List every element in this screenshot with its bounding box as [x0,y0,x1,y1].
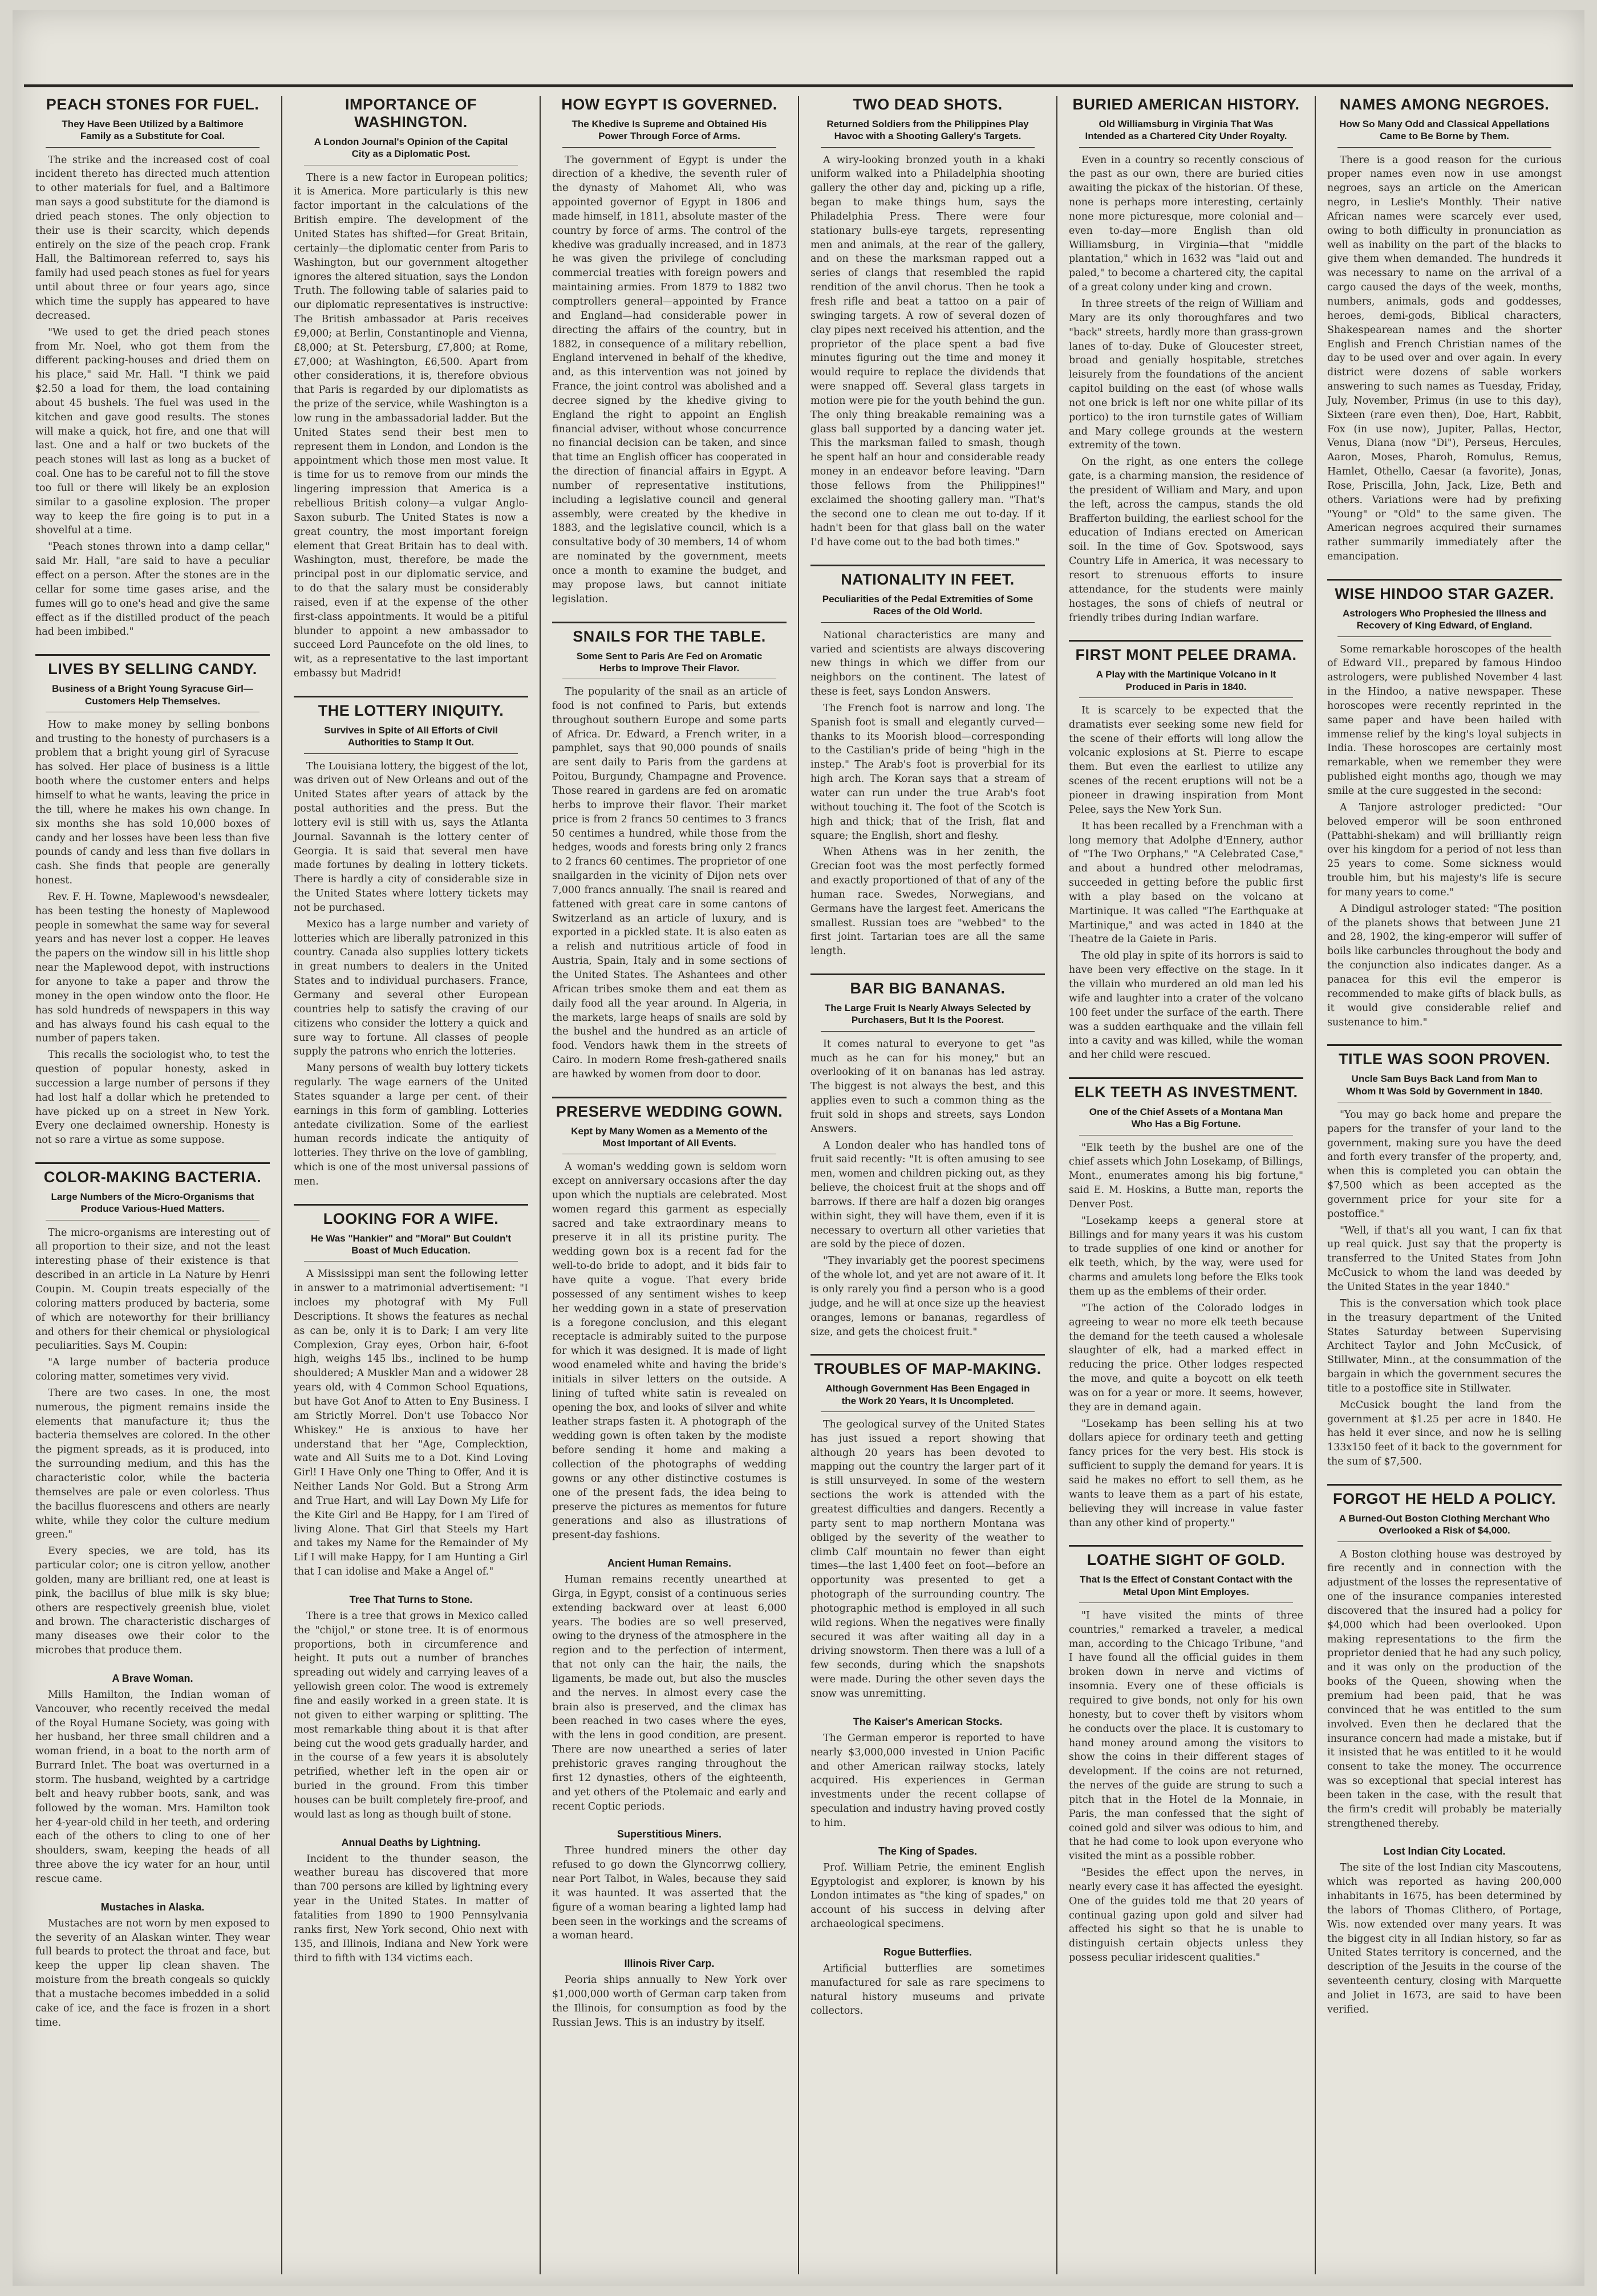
article-paragraph: "Peach stones thrown into a damp cellar," said Mr. Hall, "are said to have a peculiar effect on a person. After the stones are in the cellar for some time gases arise, and the fumes will go to one's head and give the same effect as if the distilled product of the peach had been imbibed." [35,541,270,638]
article [552,1097,787,1543]
article-paragraph: "Losekamp has been selling his at two dollars apiece for ordinary teeth and getting fancy prices for the very best. His stock is sufficient to supply the demand for years. It is said he makes no effort to sell them, as he wants to leave them as a part of his estate, believing they will increase in value faster than any other kind of property." [1069,1418,1303,1529]
article-paragraph: "They invariably get the poorest specimens of the whole lot, and yet are not aware of it. It is only rarely you find a person who is a good judge, and he will at once size up the heaviest oranges, lemons or bananas, regardless of size, and gets the choicest fruit." [810,1255,1045,1338]
article-body [1327,1861,1562,2017]
article-paragraph: Rev. F. H. Towne, Maplewood's newsdealer, has been testing the honesty of Maplewood people in somewhat the same way for several years and has never lost a copper. He leaves the papers on the window sill in his little shop near the Maplewood depot, with instructions for anyone to take a paper and throw the money in the open window onto the floor. He has sold hundreds of newspapers in this way and has always found his cash equal to the number of papers taken. [35,891,270,1045]
article-headline: WISE HINDOO STAR GAZER. [1327,579,1562,603]
column-2 [281,96,540,2274]
article-body [35,1226,270,1658]
article-subhead: Mustaches in Alaska. [100,1901,205,1913]
article-deck: Business of a Bright Young Syracuse Girl—Customers Help Themselves. [46,683,260,712]
article [294,1204,528,1579]
newspaper-page [13,10,1584,2286]
article [35,1673,270,1887]
article-body [552,1844,787,1943]
top-rule [24,84,1573,87]
article [552,96,787,607]
article-subhead: Rogue Butterflies. [883,1946,972,1958]
article-body [1069,1609,1303,1965]
article-body [294,1609,528,1822]
article-paragraph: Even in a country so recently conscious of the past as our own, there are buried cities awaiting the pickax of the historian. Of these, none is perhaps more interesting, certainly none more picturesque, more colonial and—even to-day—more English than old Williamsburg, in Virginia—that "middle plantation," which in 1632 was "laid out and paled," to become a chartered city, the capital of a great colony under king and crown. [1069,154,1303,294]
article [810,1845,1045,1932]
column-5 [1056,96,1315,2274]
article-headline: FORGOT HE HELD A POLICY. [1327,1484,1562,1508]
article-paragraph: "Elk teeth by the bushel are one of the chief assets which John Losekamp, of Billings, Mont., enumerates among his big fortune," said E. M. Hoskins, a Butte man, reports the Denver Post. [1069,1142,1303,1210]
article-paragraph: Some remarkable horoscopes of the health of Edward VII., prepared by famous Hindoo astrologers, were published November 4 last in the Hindoo, a native newspaper. These horoscopes were recently reprinted in the same paper and have been hailed with immense relief by the king's loyal subjects in India. These horoscopes are certainly most remarkable, when we remember they were published eight months ago, though we may smile at the cure suggested in the second: [1327,643,1562,797]
article-subhead: A Brave Woman. [112,1672,193,1684]
article-body [810,1731,1045,1831]
article [294,1594,528,1822]
article-headline: HOW EGYPT IS GOVERNED. [561,96,777,113]
article-paragraph: It has been recalled by a Frenchman with a long memory that Adolphe d'Ennery, author of "The Two Orphans," "A Celebrated Case," and about a hundred other melodramas, succeeded in getting before the public first with a play based on the volcano at Martinique. It was called "The Earthquake at Martinique," and was acted in 1840 at the Theatre de la Gaiete in Paris. [1069,820,1303,946]
article-deck: He Was "Hankier" and "Moral" But Couldn't Boast of Much Education. [304,1232,518,1262]
article [35,1901,270,2030]
column-6 [1315,96,1573,2274]
article-paragraph: McCusick bought the land from the government at $1.25 per acre in 1840. He has held it ever since, and now he is selling 133x150 feet of it back to the government for the sum of $7,500. [1327,1399,1562,1468]
article [1069,1545,1303,1965]
article-paragraph: "Well, if that's all you want, I can fix that up real quick. Just say that the property is transferred to the United States from John McCusick to whom the land was deeded by the United States in the year 1840." [1327,1224,1562,1293]
article [552,1828,787,1943]
article-headline: NATIONALITY IN FEET. [810,565,1045,589]
article-paragraph: Every species, we are told, has its particular color; one is citron yellow, another golden, many are brilliant red, one at least is pink, the bacillus of blue milk is sky blue; others are respectively greenish blue, violet and brown. The characteristic discharges of many diseases owe their color to the microbes that produce them. [35,1545,270,1657]
article-paragraph: The popularity of the snail as an article of food is not confined to Paris, but extends throughout southern Europe and some parts of Africa. Dr. Edward, a French writer, in a pamphlet, says that 90,000 pounds of snails are sent daily to Paris from the gardens at Poitou, Burgundy, Champagne and Provence. Those reared in gardens are fed on aromatic herbs to improve their flavor. Their market price is from 2 francs 50 centimes to 3 francs 50 centimes a hundred, while those from the hedges, woods and forests bring only 2 francs to 2 francs 60 centimes. The proprietor of one snailgarden in the vicinity of Dijon nets over 7,000 francs annually. The snail is reared and fattened with great care in some cantons of Switzerland as an article of luxury, and is exported in a pickled state. It is also eaten as a relish and nutritious article of food in Austria, Spain, Italy and in some sections of the United States. The Ashantees and other African tribes smoke them and eat them as daily food all the year around. In Algeria, in the markets, large heaps of snails are sold by the bushel and the hundred as an article of food. Vendors hawk them in the streets of Cairo. In modern Rome fresh-gathered snails are hawked by women from door to door. [552,686,787,1080]
article [1327,1845,1562,2017]
article [810,96,1045,550]
article-paragraph: A Boston clothing house was destroyed by fire recently and in connection with the adjustment of the losses the representative of one of the insurance companies interested discovered that the insured had a policy for $4,000 which had been overlooked. Upon making representations to the firm the proprietor denied that he had any such policy, and it was only on the production of the books of the Queen, showing when the premium had been paid, that he was convinced that he was entitled to the sum involved. Even then he declared that the insurance concern had made a mistake, but if it insisted that he was entitled to it he would consent to take the money. The occurrence was so exceptional that special interest has been taken in the case, with the result that the firm's credit will probably be materially strengthened thereby. [1327,1548,1562,1830]
article-deck: Uncle Sam Buys Back Land from Man to Whom It Was Sold by Government in 1840. [1337,1073,1551,1102]
article-paragraph: The old play in spite of its horrors is said to have been very effective on the stage. In it the villain who murdered an old man led his wife and laughter into a crater of the volcano 100 feet under the surface of the earth. There was a sudden earthquake and the villain fell into a cavity and was killed, while the woman and her child were rescued. [1069,950,1303,1061]
article-headline: TITLE WAS SOON PROVEN. [1327,1044,1562,1068]
article-deck: Some Sent to Paris Are Fed on Aromatic Herbs to Improve Their Flavor. [562,650,776,680]
article-paragraph: National characteristics are many and varied and scientists are always discovering new things in which we differ from our neighbors on the continent. The latest of these is feet, says London Answers. [810,629,1045,698]
article-deck: That Is the Effect of Constant Contact with the Metal Upon Mint Employes. [1079,1573,1293,1603]
article-paragraph: Human remains recently unearthed at Girga, in Egypt, consist of a continuous series extending backward over at least 6,000 years. The bodies are so well preserved, owing to the dryness of the atmosphere in the region and to the perfection of interment, that not only can the hair, the nails, the ligaments, be made out, but also the muscles and the nerves. In almost every case the brain also is preserved, and the climax has been reached in two cases where the eyes, with the lens in good condition, are present. There are now unearthed a series of later prehistoric graves ranging throughout the first 12 dynasties, others of the eighteenth, and yet others of the Ptolemaic and early and recent Coptic periods. [552,1574,787,1812]
article-deck: One of the Chief Assets of a Montana Man Who Has a Big Fortune. [1079,1106,1293,1135]
article-body [552,1973,787,2030]
article-paragraph: There is a new factor in European politics; it is America. More particularly is this new factor important in the calculations of the British empire. The development of the United States has shifted—for Great Britain, certainly—the diplomatic center from Paris to Washington, but our government altogether ignores the altered situation, says the London Truth. The following table of salaries paid to our diplomatic representatives is instructive: The British ambassador at Paris receives £9,000; at Berlin, Constantinople and Vienna, £8,000; at St. Petersburg, £7,800; at Rome, £7,000; at Washington, £6,500. Apart from other considerations, it is, therefore obvious that Paris is regarded by our diplomatists as the prize of the service, while Washington is a low rung in the ambassadorial ladder. But the United States send their best men to represent them in London, and London is the appointment which those men most value. It is time for us to remove from our minds the lingering impression that America is a rebellious British colony—a vulgar Anglo-Saxon suburb. The United States is now a great country, the most important foreign element that Great Britain has to deal with. Washington, must, therefore, be made the principal post in our diplomatic service, and to do that the salary must be considerably raised, even if at the expense of the other first-class appointments. It would be a pitiful blunder to appoint a new ambassador to succeed Lord Pauncefote on the old lines, to wit, as a representative to the last important embassy but Madrid! [294,172,528,680]
article [1327,96,1562,564]
article-body [35,718,270,1147]
article-body [294,760,528,1189]
article-paragraph: It is scarcely to be expected that the dramatists ever seeking some new field for the scene of their efforts will long allow the volcanic explosions at St. Pierre to escape them. But even the earliest to utilize any scenes of the recent eruptions will not be a pioneer in drawing inspiration from Mont Pelee, says the New York Sun. [1069,704,1303,816]
article-deck: Old Williamsburg in Virginia That Was Intended as a Chartered City Under Royalty. [1079,118,1293,148]
article-paragraph: Many persons of wealth buy lottery tickets regularly. The wage earners of the United States squander a large per cent. of their earnings in this form of gambling. Lotteries antedate civilization. Some of the earliest human records indicate the antiquity of lotteries. They thrive on the love of gambling, which is one of the most universal passions of men. [294,1062,528,1187]
article-paragraph: In three streets of the reign of William and Mary are its only thoroughfares and two "back" streets, hardly more than grass-grown lanes of to-day. Duke of Gloucester street, broad and genially hospitable, stretches leisurely from the foundations of the ancient capitol building on the east (of whose walls not one brick is left nor one white pillar of its portico) to the iron turnstile gates of William and Mary college grounds at the western extremity of the town. [1069,298,1303,452]
article [1327,1484,1562,1831]
article-paragraph: Artificial butterflies are sometimes manufactured for sale as rare specimens to natural history museums and private collectors. [810,1962,1045,2017]
article-body [1327,153,1562,564]
article-paragraph: A wiry-looking bronzed youth in a khaki uniform walked into a Philadelphia shooting gallery the other day and, picking up a rifle, began to make things hum, says the Philadelphia Press. There were four stationary bulls-eye targets, representing men and animals, at the rear of the gallery, and on these the marksman rapped out a series of clangs that resembled the rapid rendition of the anvil chorus. Then he took a fresh rifle and beat a tattoo on a pair of swinging targets. A row of several dozen of clay pipes next received his attention, and the proprietor of the place spent a bad five minutes figuring out the time and money it would require to replace the dividends that were snapped off. Several glass targets in motion were pie for the youth behind the gun. The only thing breakable remaining was a glass ball supported by a dancing water jet. This the marksman failed to smash, though he spent half an hour and considerable ready money in an endeavor before leaving. "Darn those fellows from the Philippines!" exclaimed the shooting gallery man. "That's the second one to clean me out to-day. If it hadn't been for that glass ball on the water I'd have come out to the bad both times." [810,154,1045,549]
article-headline: COLOR-MAKING BACTERIA. [35,1162,270,1186]
article [552,1958,787,2030]
article-headline: BURIED AMERICAN HISTORY. [1072,96,1300,113]
article-paragraph: "Losekamp keeps a general store at Billings and for many years it was his custom to trade supplies of one kind or another for elk teeth, which, by the way, were used for charms and amulets long before the Elks took them up as the emblems of their order. [1069,1215,1303,1298]
article-paragraph: The government of Egypt is under the direction of a khedive, the seventh ruler of the dynasty of Mahomet Ali, who was appointed governor of Egypt in 1806 and made himself, in 1811, absolute master of the country by force of arms. The control of the khedive was gradually increased, and in 1873 he was given the privilege of concluding commercial treaties with foreign powers and maintaining armies. From 1879 to 1882 two comptrollers general—appointed by France and England—had considerable power in directing the affairs of the country, but in 1882, in consequence of a military rebellion, England intervened in behalf of the khedive, and, as this intervention was not joined by France, the joint control was abolished and a decree signed by the khedive giving to England the right to appoint an English financial adviser, without whose concurrence no financial decision can be taken, and since that time an English officer has cooperated in the direction of financial affairs in Egypt. A number of representative institutions, including a legislative council and general assembly, were created by the khedive in 1883, and the legislative council, which is a consultative body of 30 members, 14 of whom are nominated by the government, meets once a month to examine the budget, and may propose laws, but cannot initiate legislation. [552,154,787,605]
article [1069,640,1303,1062]
article-paragraph: The micro-organisms are interesting out of all proportion to their size, and not the least interesting phase of their existence is that described in an article in La Nature by Henri Coupin. M. Coupin treats especially of the coloring matters produced by bacteria, some of which are noteworthy for their brilliancy and others for their chemical or physiological peculiarities. Says M. Coupin: [35,1227,270,1352]
article-paragraph: This is the conversation which took place in the treasury department of the United States Saturday between Supervising Architect Taylor and John McCusick, of Stillwater, Minn., at the consummation of the bargain in which the government secures the title to a postoffice site in Stillwater. [1327,1297,1562,1394]
article-headline: FIRST MONT PELEE DRAMA. [1069,640,1303,664]
article-body [552,153,787,607]
article-headline: IMPORTANCE OF WASHINGTON. [345,96,477,131]
article-headline: LIVES BY SELLING CANDY. [35,654,270,678]
article [810,973,1045,1339]
article-subhead: Superstitious Miners. [617,1828,722,1840]
article-paragraph: There is a good reason for the curious proper names even now in use amongst negroes, says an article on the American negro, in Leslie's Monthly. Their native African names were scarcely ever used, owing to both difficulty in pronunciation as well as inability on the part of the blacks to give them when demanded. The hundreds it was necessary to name on the arrival of a cargo caused the days of the week, months, numbers, animals, gods and goddesses, heroes, demi-gods, Biblical characters, Shakespearean names and the shorter English and French Christian names of the day to be used over and over again. In every district were dozens of sable workers answering to such names as Tuesday, Friday, July, November, Primus (in use to this day), Sixteen (rare even then), Doe, Hart, Rabbit, Fox (in use now), Jupiter, Pallas, Hector, Venus, Diana (now "Di"), Perseus, Hercules, Aaron, Moses, Pharoh, Romulus, Remus, Hamlet, Othello, Caesar (a favorite), Jonas, Rose, Priscilla, John, Jack, Lize, Beth and others. Variations were had by prefixing "Young" or "Old" to the same given. The American negroes acquired their surnames rather summarily immediately after the emancipation. [1327,154,1562,563]
article-headline: ELK TEETH AS INVESTMENT. [1069,1077,1303,1101]
article-paragraph: How to make money by selling bonbons and trusting to the honesty of purchasers is a problem that a bright young girl of Syracuse has solved. Her place of business is a little booth where the customer enters and helps himself to what he wants, leaving the price in the till, where he makes his own change. In six months she has sold 10,000 boxes of candy and her losses have been less than five pounds of candy and less than five dollars in cash. She finds that people are generally honest. [35,719,270,887]
article-paragraph: Peoria ships annually to New York over $1,000,000 worth of German carp taken from the Illinois, for consumption as food by the Russian Jews. This is an industry by itself. [552,1974,787,2029]
article [35,654,270,1147]
article-body [35,1917,270,2030]
article [810,1716,1045,1831]
article-paragraph: The strike and the increased cost of coal incident thereto has directed much attention to other materials for fuel, and a Baltimore man says a good substitute for the diamond is dried peach stones. The only objection to their use is their scarcity, which depends entirely on the size of the peach crop. Frank Hall, the Baltimorean referred to, says his family had used peach stones as fuel for years until about three or four years ago, since which time the supply has appeared to have decreased. [35,154,270,322]
article [552,622,787,1082]
article-body [1069,704,1303,1062]
article-headline: LOATHE SIGHT OF GOLD. [1069,1545,1303,1569]
article-body [810,1418,1045,1701]
article-subhead: Annual Deaths by Lightning. [341,1836,481,1848]
article-paragraph: Three hundred miners the other day refused to go down the Glyncorrwg colliery, near Port Talbot, in Wales, because they said it was haunted. It was asserted that the figure of a woman bearing a lighted lamp had been seen in the workings and the screams of a woman heard. [552,1845,787,1942]
article-paragraph: It comes natural to everyone to get "as much as he can for his money," but an overlooking of it on bananas has led astray. The biggest is not always the best, and this applies even to such a common thing as the fruit sold in shops and streets, says London Answers. [810,1038,1045,1135]
article-paragraph: A Tanjore astrologer predicted: "Our beloved emperor will be soon enthroned (Pattabhi-shekam) and will brilliantly reign over his kingdom for a period of not less than 25 years to come. Some sickness would trouble him, but his majesty's life is secure for many years to come." [1327,801,1562,898]
article-paragraph: The site of the lost Indian city Mascoutens, which was reported as having 200,000 inhabitants in 1675, has been determined by the labors of Thomas Clithero, of Portage, Wis. now extended over many years. It was the biggest city in all Indian history, so far as United States territory is concerned, and the description of the Jesuits in the course of the seventeenth century, closing with Marquette and Joliet in 1673, are said to have been verified. [1327,1862,1562,2015]
article-body [1069,1141,1303,1531]
article [810,565,1045,959]
article-paragraph: "I have visited the mints of three countries," remarked a traveler, a medical man, according to the Chicago Tribune, "and I have found all the official guides in them broken down in nerve and victims of insomnia. Every one of these officials is required to give bonds, not only for his own honesty, but to cover theft by visitors whom he conducts over the place. It is customary to hand money around among the visitors to show the coins in their different stages of development. If the coins are not returned, the nerves of the guide are strung to such a pitch that in the Hotel de la Monnaie, in Paris, the man confessed that the sight of coined gold and silver was odious to him, and that he had come to look upon everyone who visited the mint as a possible robber. [1069,1609,1303,1863]
article-body [810,1037,1045,1340]
article-body [1327,643,1562,1030]
article-headline: SNAILS FOR THE TABLE. [552,622,787,646]
article-paragraph: This recalls the sociologist who, to test the question of popular honesty, asked in succession a large number of persons if they had lost half a dollar which he pretended to have picked up on a street in New York. Every one declaimed ownership. Honesty is not so rare a virtue as some suppose. [35,1049,270,1146]
article-paragraph: There is a tree that grows in Mexico called the "chijol," or stone tree. It is of enormous proportions, both in circumference and height. It puts out a number of branches spreading out widely and carrying leaves of a yellowish green color. The wood is extremely fine and easily worked in a green state. It is not given to either warping or splitting. The most remarkable thing about it is that after being cut the wood gets gradually harder, and in the course of a few years it is absolutely petrified, whether left in the open air or buried in the ground. From this timber houses can be built completely fire-proof, and would last as long as though built of stone. [294,1610,528,1820]
article-body [810,153,1045,550]
article-subhead: Illinois River Carp. [624,1958,715,1970]
column-3 [540,96,798,2274]
article [294,96,528,681]
article-paragraph: On the right, as one enters the college gate, is a charming mansion, the residence of the president of William and Mary, and upon the left, across the campus, stands the old Brafferton building, the earliest school for the education of Indians erected on American soil. In the time of Gov. Spotswood, says Country Life in America, it was necessary to resort to strenuous efforts to insure attendance, for the students were mainly hostages, the sons of chiefs of neutral or friendly tribes during Indian warfare. [1069,456,1303,624]
article-headline: PRESERVE WEDDING GOWN. [552,1097,787,1121]
article-deck: The Large Fruit Is Nearly Always Selected by Purchasers, But It Is the Poorest. [821,1002,1035,1032]
article-paragraph: The French foot is narrow and long. The Spanish foot is small and elegantly curved—thanks to its Moorish blood—corresponding to the Castilian's pride of being "high in the instep." The Arab's foot is proverbial for its high arch. The Koran says that a stream of water can run under the true Arab's foot without touching it. The foot of the Scotch is high and thick; that of the Irish, flat and square; the English, short and fleshy. [810,702,1045,842]
article-paragraph: There are two cases. In one, the most numerous, the pigment remains inside the elements that manufacture it; thus the bacteria themselves are colored. In the other the pigment spreads, as it is produced, into the surrounding medium, and this has the characteristic color, while the bacteria themselves are pale or even colorless. Thus the bacillus fluorescens and others are nearly white, while they color the culture medium green." [35,1387,270,1541]
article-deck: They Have Been Utilized by a Baltimore Family as a Substitute for Coal. [46,118,260,148]
article-deck: A Play with the Martinique Volcano in It Produced in Paris in 1840. [1079,668,1293,698]
columns [24,96,1573,2274]
article-paragraph: Mustaches are not worn by men exposed to the severity of an Alaskan winter. They wear full beards to protect the throat and face, but keep the upper lip clean shaven. The moisture from the breath congeals so quickly that a mustache becomes imbedded in a solid cake of ice, and the face is frozen in a short time. [35,1917,270,2029]
article-paragraph: "We used to get the dried peach stones from Mr. Noel, who got them from the different packing-houses and dried them on his place," said Mr. Hall. "I think we paid $2.50 a load for them, the load containing about 45 bushels. The fuel was used in the kitchen and gave good results. The stones will make a quick, hot fire, and one that will last. One and a half or two buckets of the peach stones will last as long as a bucket of coal. One has to be careful not to fill the stove too full or there will likely be an explosion similar to a gasoline explosion. The proper way to keep the fire going is to put in a shovelful at a time. [35,326,270,537]
article-body [810,628,1045,959]
article-deck: How So Many Odd and Classical Appellations Came to Be Borne by Them. [1337,118,1551,148]
article [1327,1044,1562,1469]
article-body [294,1852,528,1966]
article-deck: Peculiarities of the Pedal Extremities of Some Races of the Old World. [821,593,1035,623]
article [35,1162,270,1658]
article-paragraph: Mexico has a large number and variety of lotteries which are liberally patronized in this country. Canada also supplies lottery tickets in great numbers to dealers in the United States and to individual purchasers. France, Germany and several other European countries help to satisfy the craving of our citizens who consider the lottery a quick and sure way to fortune. All classes of people supply the patrons who enrich the lotteries. [294,918,528,1058]
article-paragraph: A London dealer who has handled tons of fruit said recently: "It is often amusing to see men, women and children picking out, as they believe, the choicest fruit at the shops and off barrows. If there are half a dozen big oranges within sight, they will have them, even if it is necessary to overturn all other varieties that are sold by the piece of dozen. [810,1139,1045,1251]
article [810,1354,1045,1701]
article-subhead: Ancient Human Remains. [607,1557,732,1569]
article-body [35,153,270,640]
article-paragraph: A Mississippi man sent the following letter in answer to a matrimonial advertisement: "I incloes my photograf with My Full Descriptions. It shows the features as nechal as can be, only it is to Dark; I am very lite Complexion, Gray eyes, Orbon hair, 6-foot high, weighs 145 lbs., inclined to be hump shouldered; A Muskler Man and a widower 28 years old, with 4 Common School Equations, but have Got Anof to Atten to Eny Business. I am Strictly Morrel. Don't use Tobacco Nor Whiskey." He is anxious to have her understand that her "Age, Complecktion, wate and All Suits me to a Dot. Kind Loving Girl! I Have Only one Thing to Offer, And it is Neither Lands Nor Gold. But a Strong Arm and True Hart, and will Lay Down My Life for the Kite Girl and Be Happy, for I am Tired of living Alone. That Girl that Steels my Hart and takes my Name for the Remainder of My Lif I will make Happy, for I am Hunting a Girl that I can idolise and Make a Angel of." [294,1268,528,1578]
article-subhead: Tree That Turns to Stone. [349,1593,473,1605]
article-subhead: The Kaiser's American Stocks. [853,1715,1003,1727]
article [35,96,270,639]
article-body [294,1267,528,1579]
article [552,1557,787,1814]
article-paragraph: Prof. William Petrie, the eminent English Egyptologist and explorer, is known by his London intimates as "the king of spades," on account of his success in delving after archaeological specimens. [810,1861,1045,1930]
article-body [552,685,787,1082]
article-paragraph: A Dindigul astrologer stated: "The position of the planets shows that between June 21 and 28, 1902, the king-emperor will suffer of boils like carbuncles throughout the body and the conjunction also indicates danger. As a panacea for this evil the emperor is recommended to make gifts of black bulls, as it would give considerable relief and sustenance to him." [1327,903,1562,1028]
article-body [552,1573,787,1814]
article-headline: LOOKING FOR A WIFE. [294,1204,528,1228]
article-deck: A London Journal's Opinion of the Capital City as a Diplomatic Post. [304,136,518,165]
article-deck: Astrologers Who Prophesied the Illness and Recovery of King Edward, of England. [1337,607,1551,637]
article-headline: THE LOTTERY INIQUITY. [294,696,528,720]
article-body [294,171,528,681]
article-body [35,1688,270,1887]
article-deck: Survives in Spite of All Efforts of Civil Authorities to Stamp It Out. [304,724,518,754]
article-paragraph: Mills Hamilton, the Indian woman of Vancouver, who recently received the medal of the Royal Humane Society, was going with her husband, her three small children and a woman friend, in a boat to the north arm of Burrard Inlet. The boat was overturned in a storm. The husband, weighted by a cartridge belt and heavy rubber boots, sank, and was followed by the woman. Mrs. Hamilton took her 4-year-old child in her teeth, and ordering each of the others to cling to one of her shoulders, swam, keeping the heads of all three above the icy water for an hour, until rescue came. [35,1689,270,1885]
article-body [810,1962,1045,2018]
article-deck: Kept by Many Women as a Memento of the Most Important of All Events. [562,1125,776,1155]
article-body [1327,1548,1562,1831]
article-body [1327,1108,1562,1469]
article-deck: A Burned-Out Boston Clothing Merchant Who Overlooked a Risk of $4,000. [1337,1512,1551,1542]
article [810,1946,1045,2018]
column-4 [798,96,1056,2274]
column-1 [24,96,281,2274]
article-paragraph: Incident to the thunder season, the weather bureau has discovered that more than 700 persons are killed by lightning every year in the United States. In matter of fatalities from 1890 to 1900 Pennsylvania ranks first, New York second, Ohio next with 135, and Illinois, Indiana and New York were third to fifth with 134 victims each. [294,1853,528,1964]
article [1327,579,1562,1029]
article-paragraph: "You may go back home and prepare the papers for the transfer of your land to the government, making sure you have the deed and forth every transfer of the property, and, when this is completed you can obtain the $7,500 which as been accepted as the government price for your site for a postoffice." [1327,1109,1562,1220]
article-paragraph: A woman's wedding gown is seldom worn except on anniversary occasions after the day upon which the nuptials are celebrated. Most women regard this garment as especially sacred and take extraordinary means to preserve it in all its pristine purity. The wedding gown box is a recent fad for the well-to-do bride to adopt, and it bids fair to have quite a vogue. That every bride possessed of any sentiment wishes to keep her wedding gown in a state of preservation is a foregone conclusion, and this elegant receptacle is admirably suited to the purpose for which it was designed. It is made of light wood enameled white and having the bride's initials in silver letters on the outside. A lining of tufted white satin is revealed on opening the box, and looks of silver and white leather straps fasten it. A photograph of the wedding gown is often taken by the modiste before sending it home and making a collection of the photographs of wedding gowns or any other distinctive costumes is one of the present fads, the idea being to preserve the pictures as mementos for future generations and also as illustrations of present-day fashions. [552,1161,787,1542]
article-deck: Although Government Has Been Engaged in the Work 20 Years, It Is Uncompleted. [821,1382,1035,1412]
article-headline: BAR BIG BANANAS. [810,973,1045,997]
article-paragraph: The Louisiana lottery, the biggest of the lot, was driven out of New Orleans and out of the United States after years of attack by the postal authorities and the press. But the lottery evil is still with us, says the Atlanta Journal. Savannah is the lottery center of Georgia. It is said that several men have made fortunes by dealing in lottery tickets. There is hardly a city of considerable size in the United States where lottery tickets may not be purchased. [294,760,528,914]
article-deck: Large Numbers of the Micro-Organisms that Produce Various-Hued Matters. [46,1191,260,1220]
article-paragraph: The German emperor is reported to have nearly $3,000,000 invested in Union Pacific and other American railway stocks, lately acquired. His experiences in German investments under the recent collapse of speculation and industry having proved costly to him. [810,1732,1045,1829]
article-headline: NAMES AMONG NEGROES. [1339,96,1550,113]
article-deck: Returned Soldiers from the Philippines Play Havoc with a Shooting Gallery's Targets. [821,118,1035,148]
article-deck: The Khedive Is Supreme and Obtained His Power Through Force of Arms. [562,118,776,148]
article-headline: TWO DEAD SHOTS. [853,96,1003,113]
article-headline: PEACH STONES FOR FUEL. [46,96,260,113]
article-paragraph: "A large number of bacteria produce coloring matter, sometimes very vivid. [35,1357,270,1383]
article-paragraph: "Besides the effect upon the nerves, in nearly every case it has affected the eyesight. One of the guides told me that 20 years of continual gazing upon gold and silver had affected his sight so that he is unable to distinguish certain objects unless they possess peculiar iridescent qualities." [1069,1867,1303,1964]
article-subhead: The King of Spades. [878,1845,977,1857]
article-paragraph: "The action of the Colorado lodges in agreeing to wear no more elk teeth because the demand for the teeth caused a wholesale slaughter of elk, had a marked effect in reducing the price. Other lodges respected the move, and quite a boycott on elk teeth was on for a year or more. It seems, however, they are in demand again. [1069,1302,1303,1413]
article-body [1069,153,1303,626]
article-paragraph: When Athens was in her zenith, the Grecian foot was the most perfectly formed and exactly proportioned of that of any of the human race. Swedes, Norwegians, and Germans have the largest feet. Americans the smallest. Russian toes are "webbed" to the first joint. Tartarian toes are all the same length. [810,846,1045,958]
article-paragraph: The geological survey of the United States has just issued a report showing that although 20 years has been devoted to mapping out the country the larger part of it is still unsurveyed. In some of the western sections the work is attended with the greatest difficulties and dangers. Recently a party sent to map northern Montana was obliged by the severity of the weather to climb Calf mountain no fewer than eight times—the last 1,400 feet on foot—before an opportunity was presented to get a photograph of the surrounding country. The photographic method is employed in all such wild regions. When the negatives were finally secured it was after waiting all day in a driving snowstorm. Then there was a lull of a few seconds, during which the snapshots were made. During the other seven days the snow was unremitting. [810,1418,1045,1699]
article [294,1837,528,1966]
article [1069,1077,1303,1530]
article-body [810,1861,1045,1932]
article-body [552,1160,787,1543]
article-subhead: Lost Indian City Located. [1383,1845,1506,1857]
article [1069,96,1303,625]
article-headline: TROUBLES OF MAP-MAKING. [810,1354,1045,1378]
article [294,696,528,1189]
